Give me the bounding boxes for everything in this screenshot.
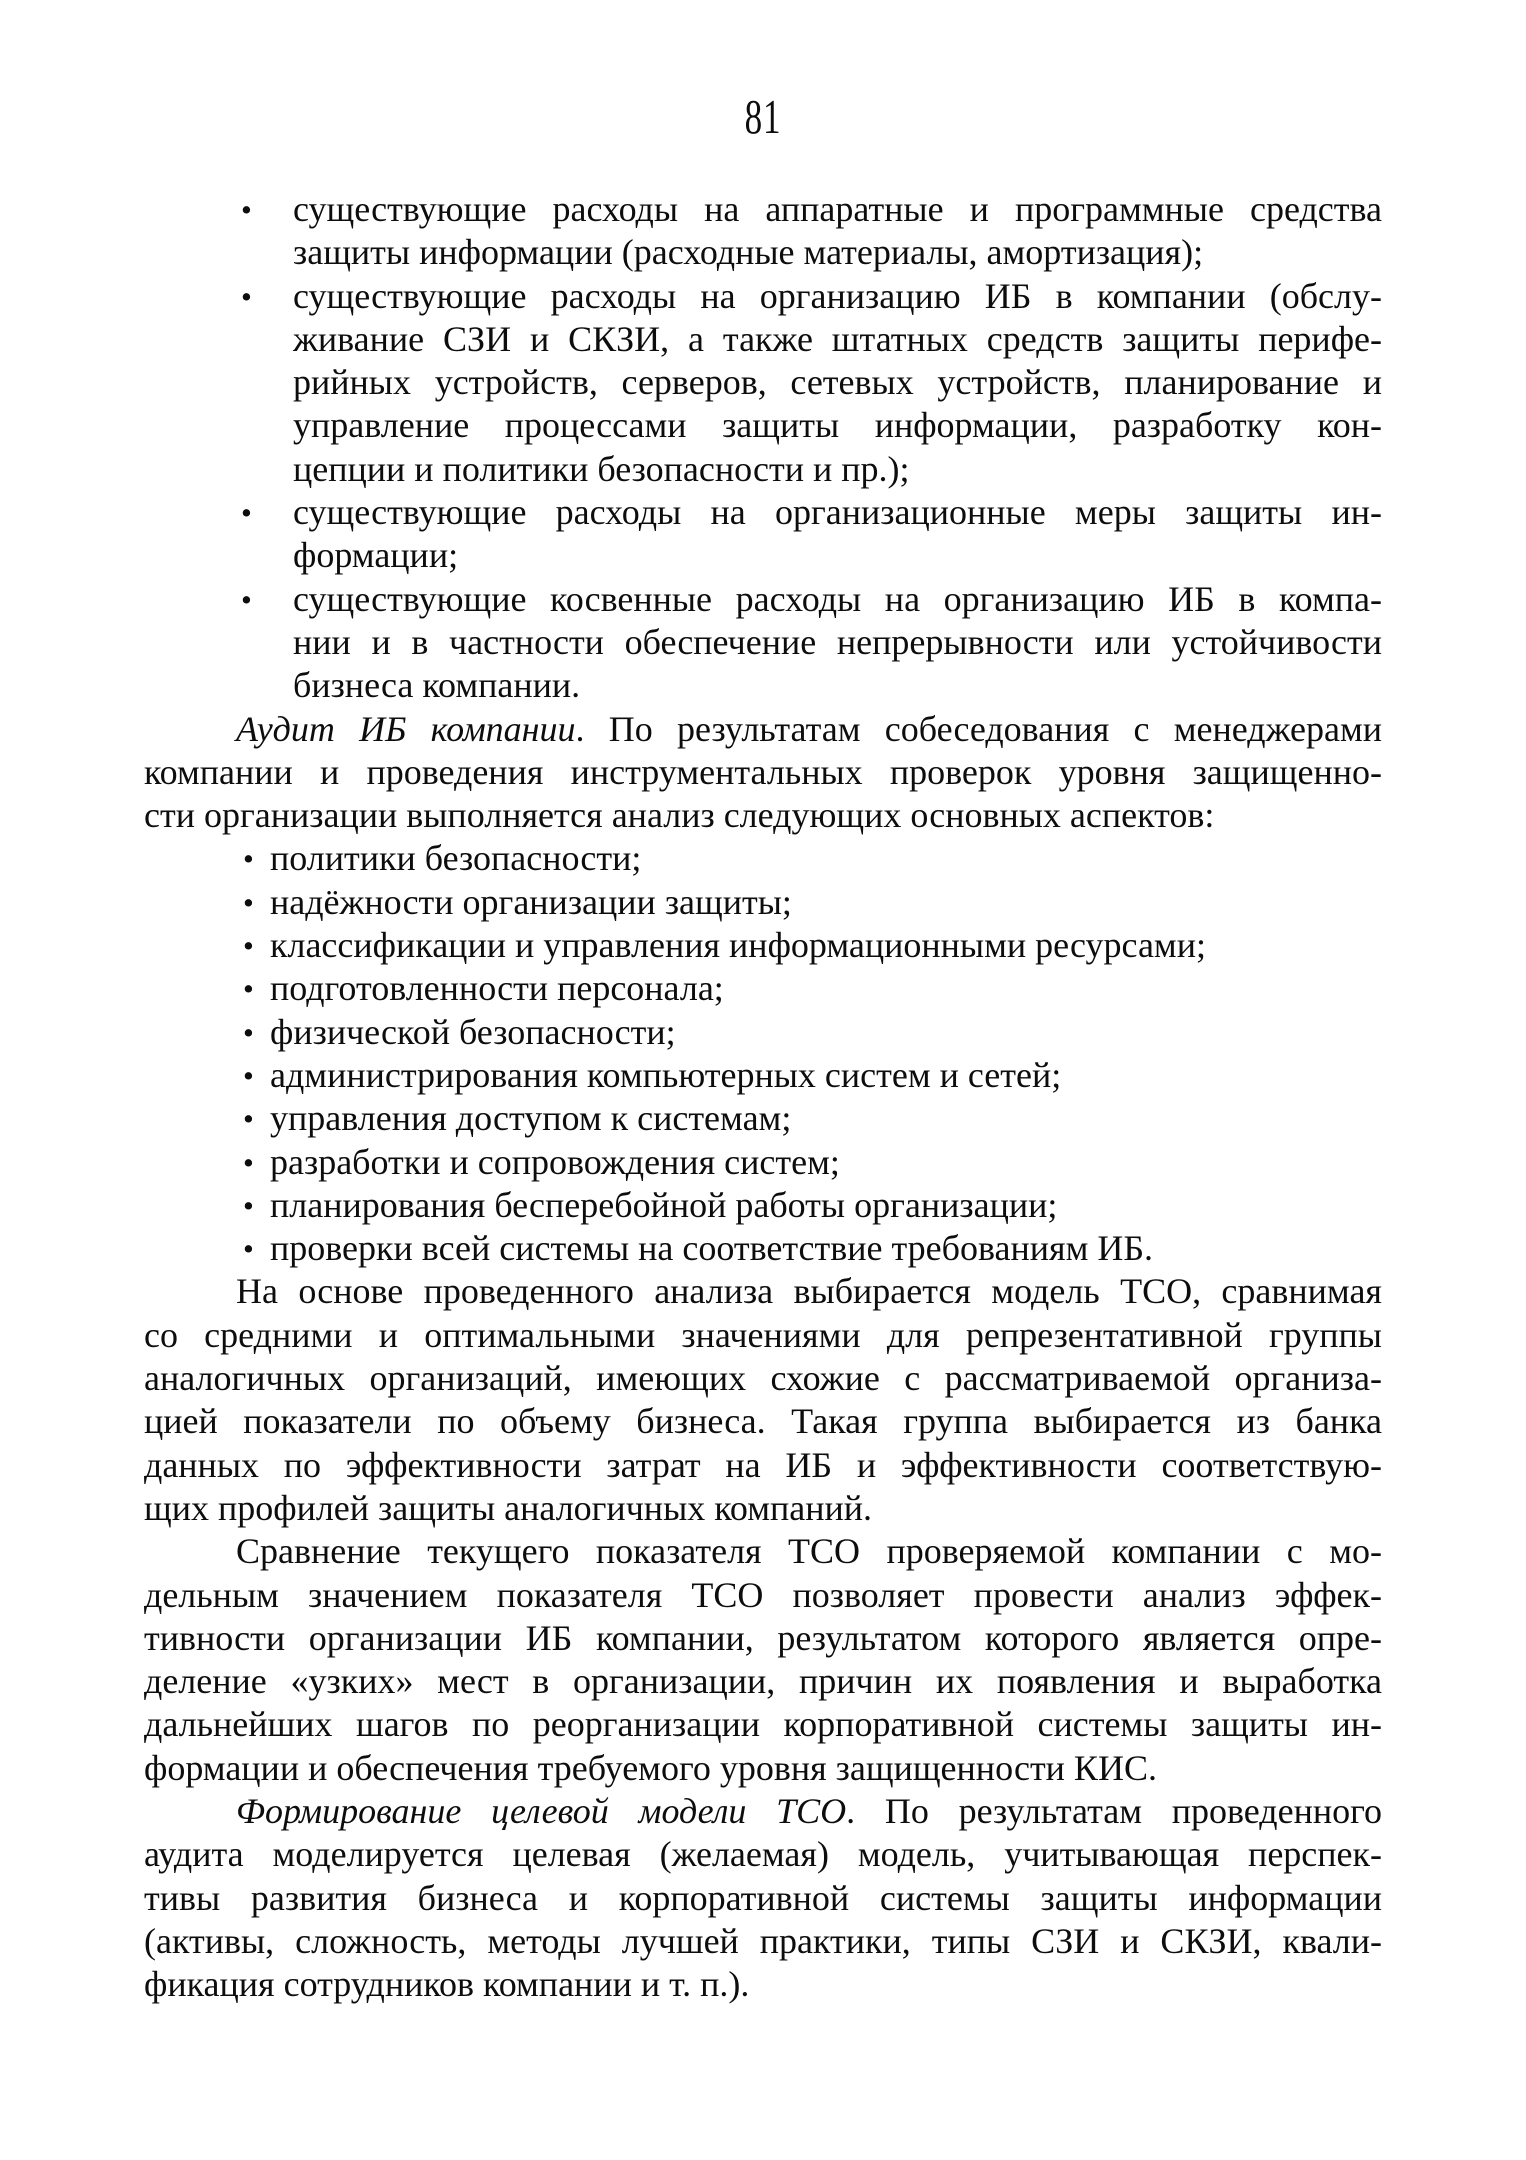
bullet-list-item bbox=[144, 1141, 1382, 1184]
text-line: деление «узких» мест в организации, причин их появления и выработка bbox=[144, 1661, 1382, 1702]
text-line: бизнеса компании. bbox=[293, 665, 581, 706]
text-line: управления доступом к системам; bbox=[270, 1098, 792, 1139]
text-line: разработки и сопровождения систем; bbox=[270, 1141, 840, 1182]
text-line: формации; bbox=[293, 535, 459, 576]
bullet-list-item bbox=[144, 967, 1382, 1010]
text-line: подготовленности персонала; bbox=[270, 968, 724, 1009]
text-line: данных по эффективности затрат на ИБ и эффективности соответствую- bbox=[144, 1444, 1382, 1485]
text-line: дельным значением показателя ТСО позволяет провести анализ эффек- bbox=[144, 1574, 1382, 1615]
bullet-icon: • bbox=[241, 192, 252, 227]
bullet-icon: • bbox=[243, 1231, 254, 1267]
bullet-list-item bbox=[144, 578, 1382, 708]
text-line: классификации и управления информационными ресурсами; bbox=[270, 925, 1206, 966]
bullet-icon: • bbox=[243, 1144, 254, 1180]
text-line: существующие расходы на организацию ИБ в компании (обслу- bbox=[293, 275, 1382, 316]
text-line: проверки всей системы на соответствие требованиям ИБ. bbox=[270, 1228, 1154, 1269]
text-line: компании и проведения инструментальных проверок уровня защищенно- bbox=[144, 751, 1382, 792]
text-line: нии и в частности обеспечение непрерывности или устойчивости bbox=[293, 621, 1382, 662]
text-column bbox=[144, 188, 1382, 2006]
text-line: Аудит ИБ компании. По результатам собеседования с менеджерами bbox=[236, 708, 1382, 749]
text-line: тивности организации ИБ компании, результатом которого является опре- bbox=[144, 1617, 1382, 1658]
bullet-icon: • bbox=[243, 1057, 254, 1093]
text-line: со средними и оптимальными значениями для репрезентативной группы bbox=[144, 1314, 1382, 1355]
bullet-icon: • bbox=[243, 971, 254, 1007]
text-line: сти организации выполняется анализ следующих основных аспектов: bbox=[144, 795, 1215, 836]
paragraph bbox=[144, 708, 1382, 838]
bullet-list-item bbox=[144, 275, 1382, 491]
paragraph bbox=[144, 1790, 1382, 2006]
italic-lead: Аудит ИБ компании bbox=[236, 708, 576, 749]
text-line: администрирования компьютерных систем и сетей; bbox=[270, 1054, 1062, 1095]
text-line: управление процессами защиты информации, разработку кон- bbox=[293, 405, 1382, 446]
text-line: аудита моделируется целевая (желаемая) модель, учитывающая перспек- bbox=[144, 1834, 1382, 1875]
text-line: (активы, сложность, методы лучшей практики, типы СЗИ и СКЗИ, квали- bbox=[144, 1920, 1382, 1961]
text-line: формации и обеспечения требуемого уровня защищенности КИС. bbox=[144, 1747, 1157, 1788]
bullet-icon: • bbox=[243, 841, 254, 877]
bullet-list-item bbox=[144, 924, 1382, 967]
bullet-icon: • bbox=[241, 581, 252, 617]
bullet-list-item bbox=[144, 881, 1382, 924]
bullet-icon: • bbox=[243, 1101, 254, 1137]
bullet-icon: • bbox=[241, 495, 252, 531]
bullet-list-item bbox=[144, 1011, 1382, 1054]
bullet-list-item bbox=[144, 1184, 1382, 1227]
paragraph bbox=[144, 1530, 1382, 1790]
text-line: фикация сотрудников компании и т. п.). bbox=[144, 1964, 750, 2005]
text-line: щих профилей защиты аналогичных компаний. bbox=[144, 1487, 873, 1528]
text-line: существующие расходы на организационные меры защиты ин- bbox=[293, 492, 1382, 533]
text-line: Формирование целевой модели ТСО. По результатам проведенного bbox=[236, 1790, 1383, 1831]
text-line: существующие косвенные расходы на организацию ИБ в компа- bbox=[293, 578, 1382, 619]
text-line: политики безопасности; bbox=[270, 838, 642, 879]
italic-lead: Формирование целевой модели ТСО bbox=[236, 1790, 847, 1831]
bullet-list-item bbox=[144, 188, 1382, 275]
bullet-icon: • bbox=[243, 928, 254, 964]
bullet-list-item bbox=[144, 491, 1382, 578]
text-line: дальнейших шагов по реорганизации корпоративной системы защиты ин- bbox=[144, 1704, 1382, 1745]
bullet-list-item bbox=[144, 837, 1382, 880]
bullet-icon: • bbox=[243, 884, 254, 920]
text-line: тивы развития бизнеса и корпоративной системы защиты информации bbox=[144, 1877, 1382, 1918]
bullet-icon: • bbox=[243, 1187, 254, 1223]
text-line: рийных устройств, серверов, сетевых устройств, планирование и bbox=[293, 362, 1382, 403]
text-line: Сравнение текущего показателя ТСО проверяемой компании с мо- bbox=[236, 1531, 1382, 1572]
bullet-list-item bbox=[144, 1097, 1382, 1140]
text-line: живание СЗИ и СКЗИ, а также штатных средств защиты перифе- bbox=[293, 318, 1382, 359]
text-line: планирования бесперебойной работы организации; bbox=[270, 1184, 1058, 1225]
text-line: аналогичных организаций, имеющих схожие с рассматриваемой организа- bbox=[144, 1358, 1382, 1399]
bullet-list-item bbox=[144, 1054, 1382, 1097]
page-number: 81 bbox=[744, 89, 782, 144]
paragraph bbox=[144, 1270, 1382, 1530]
text-line: На основе проведенного анализа выбирается модель ТСО, сравнимая bbox=[236, 1271, 1382, 1312]
bullet-icon: • bbox=[241, 278, 252, 314]
bullet-icon: • bbox=[243, 1014, 254, 1050]
text-line: существующие расходы на аппаратные и программные средства bbox=[293, 189, 1382, 229]
text-line: защиты информации (расходные материалы, амортизация); bbox=[293, 232, 1204, 273]
text-line: цепции и политики безопасности и пр.); bbox=[293, 448, 910, 489]
text-line: цией показатели по объему бизнеса. Такая группа выбирается из банка bbox=[144, 1401, 1382, 1442]
text-line: физической безопасности; bbox=[270, 1011, 676, 1052]
text-line: надёжности организации защиты; bbox=[270, 881, 792, 922]
bullet-list-item bbox=[144, 1227, 1382, 1270]
